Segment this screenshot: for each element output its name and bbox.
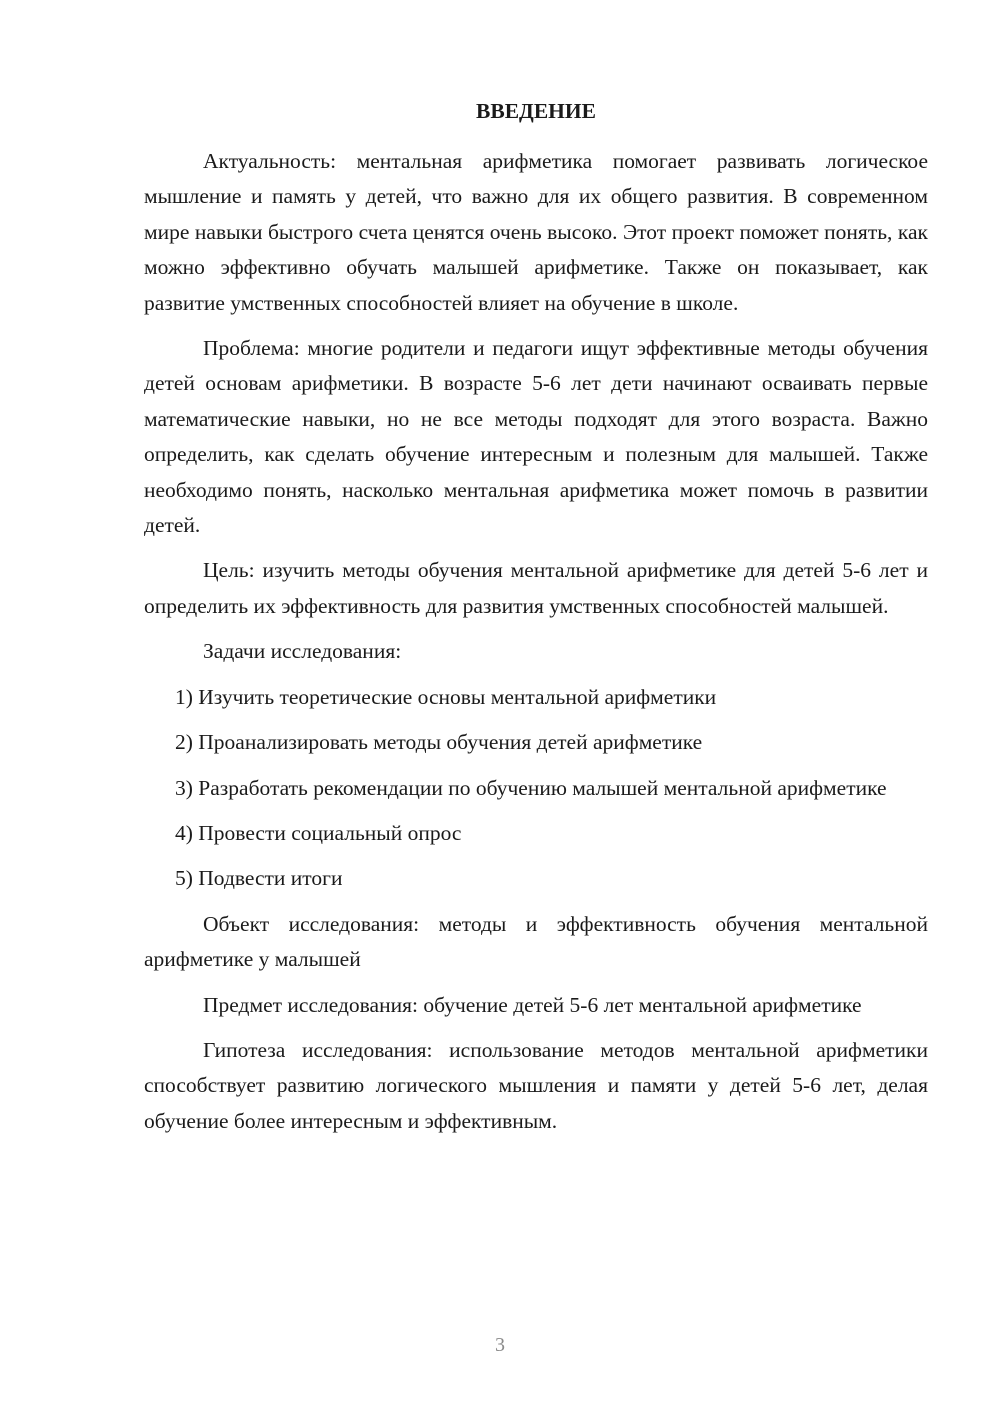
task-item-1: 1) Изучить теоретические основы ментальной арифметики bbox=[175, 684, 717, 709]
paragraph-hypothesis: Гипотеза исследования: использование методов ментальной арифметики способствует развитию логического мышления и памяти у детей 5-6 лет, делая обучение более интересным и эффективным. bbox=[144, 1037, 928, 1133]
section-title: ВВЕДЕНИЕ bbox=[476, 99, 596, 123]
paragraph-problem: Проблема: многие родители и педагоги ищут эффективные методы обучения детей основам арифметики. В возрасте 5-6 лет дети начинают осваивать первые математические навыки, но не все методы подходят для этого возраста. Важно определить, как сделать обучение интересным и полезным для малышей. Также необходимо понять, насколько ментальная арифметика может помочь в развитии детей. bbox=[144, 336, 928, 538]
paragraph-goal: Цель: изучить методы обучения ментальной арифметике для детей 5-6 лет и определить их эффективность для развития умственных способностей малышей. bbox=[144, 558, 928, 618]
paragraph-relevance: Актуальность: ментальная арифметика помогает развивать логическое мышление и память у детей, что важно для их общего развития. В современном мире навыки быстрого счета ценятся очень высоко. Этот проект поможет понять, как можно эффективно обучать малышей арифметике. Также он показывает, как развитие умственных способностей влияет на обучение в школе. bbox=[144, 149, 928, 315]
paragraph-subject: Предмет исследования: обучение детей 5-6 лет ментальной арифметике bbox=[203, 992, 862, 1017]
task-item-3: 3) Разработать рекомендации по обучению малышей ментальной арифметике bbox=[175, 775, 887, 800]
page-number: 3 bbox=[495, 1334, 505, 1356]
task-item-2: 2) Проанализировать методы обучения детей арифметике bbox=[175, 730, 703, 755]
task-item-4: 4) Провести социальный опрос bbox=[175, 820, 462, 845]
tasks-heading: Задачи исследования: bbox=[203, 639, 402, 664]
document-page bbox=[144, 96, 928, 1139]
paragraph-object: Объект исследования: методы и эффективность обучения ментальной арифметике у малышей bbox=[144, 911, 928, 972]
task-item-5: 5) Подвести итоги bbox=[175, 866, 343, 891]
